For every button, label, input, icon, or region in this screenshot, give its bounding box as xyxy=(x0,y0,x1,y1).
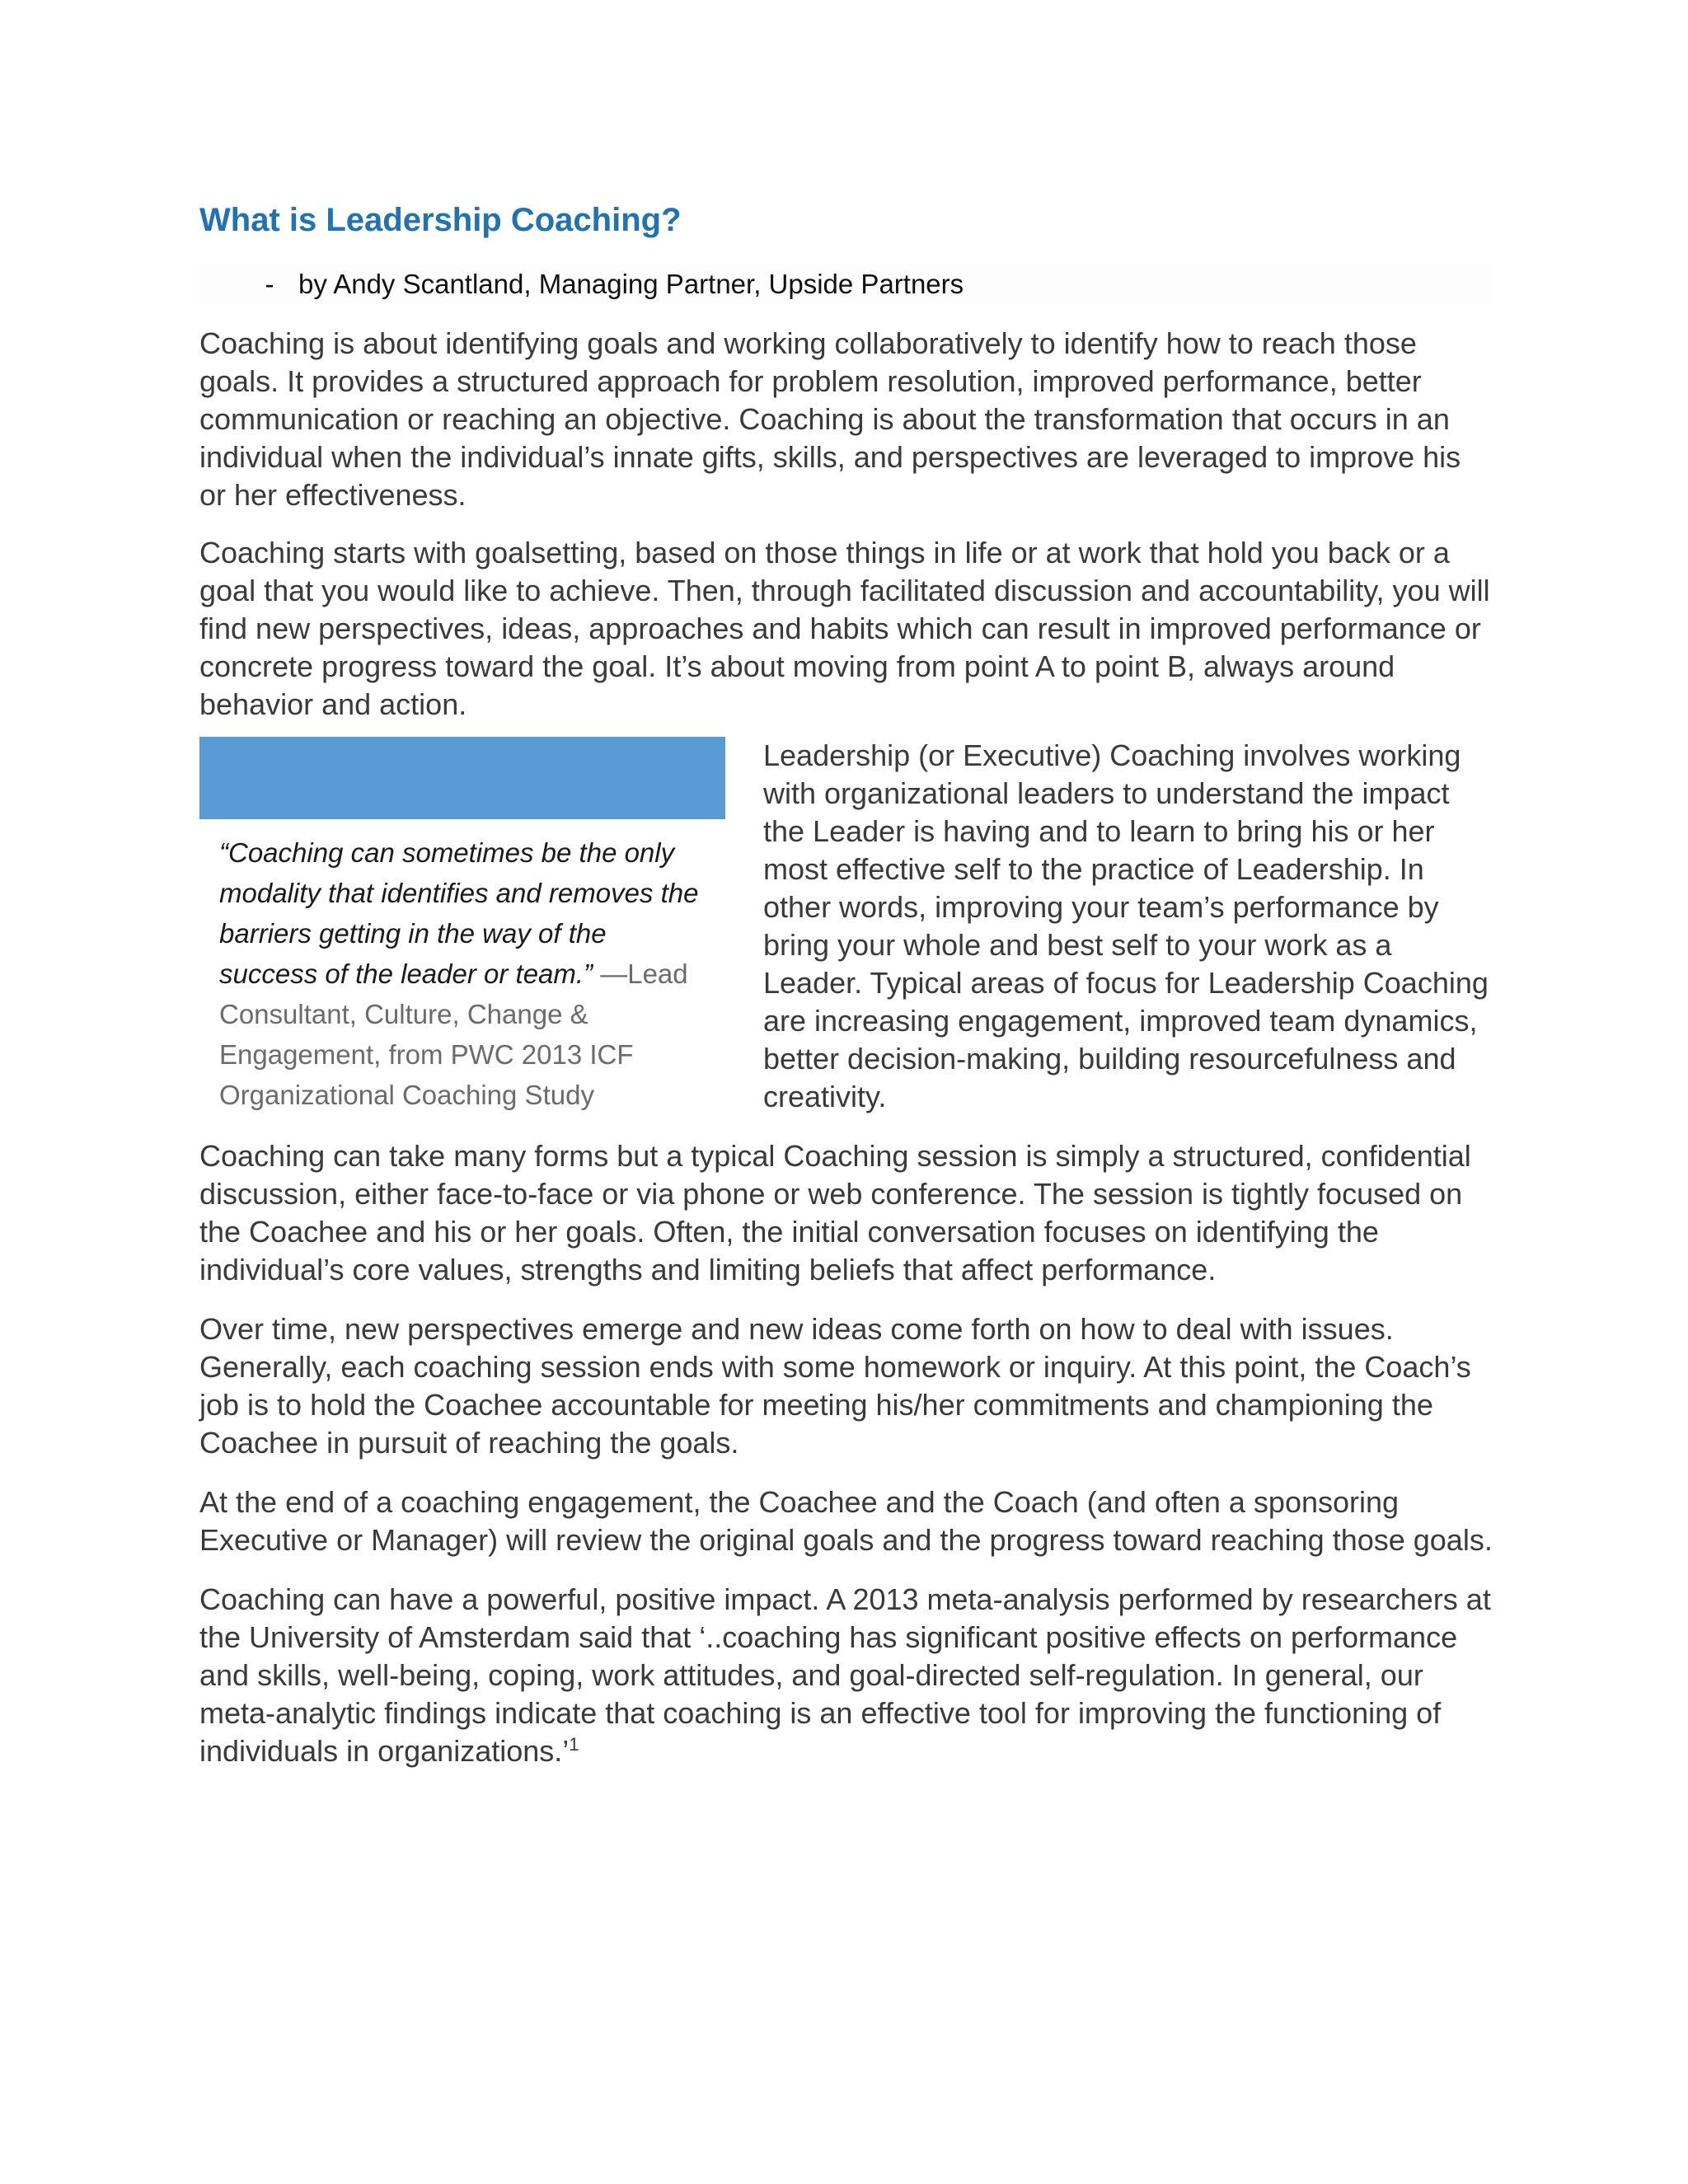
paragraph-5: Over time, new perspectives emerge and new ideas come forth on how to deal with issues. Generally, each coaching session ends with some homework or inquiry. At this point, the Coach’s job is to hold the Coachee accountable for meeting his/her commitments and championing the Coachee in pursuit of reaching the goals. xyxy=(199,1312,1471,1460)
paragraph-1: Coaching is about identifying goals and working collaboratively to identify how to reach those goals. It provides a structured approach for problem resolution, improved performance, better communication or reaching an objective. Coaching is about the transformation that occurs in an individual when the individual’s innate gifts, skills, and perspectives are leveraged to improve his or her effectiveness. xyxy=(199,326,1461,512)
paragraph-3: Leadership (or Executive) Coaching involves working with organizational leaders to understand the impact the Leader is having and to learn to bring his or her most effective self to the practice of Leadership. In other words, improving your team’s performance by bring your whole and best self to your work as a Leader. Typical areas of focus for Leadership Coaching are increasing engagement, improved team dynamics, better decision-making, building resourcefulness and creativity. xyxy=(763,738,1489,1113)
article xyxy=(199,198,1493,1770)
paragraph-7 xyxy=(199,1581,1493,1770)
pull-quote-header-bar xyxy=(199,737,725,819)
footnote-marker: 1 xyxy=(569,1734,579,1755)
paragraph-6: At the end of a coaching engagement, the Coachee and the Coach (and often a sponsoring Executive or Manager) will review the original goals and the progress toward reaching those goals. xyxy=(199,1485,1493,1557)
pull-quote-box xyxy=(199,737,725,1115)
article-title: What is Leadership Coaching? xyxy=(199,202,682,238)
pull-quote-text: “Coaching can sometimes be the only modality that identifies and removes the barriers getting in the way of the success of the leader or team.” xyxy=(219,837,699,989)
byline xyxy=(199,264,1493,305)
byline-text: by Andy Scantland, Managing Partner, Upside Partners xyxy=(298,269,964,299)
paragraph-4: Coaching can take many forms but a typical Coaching session is simply a structured, confidential discussion, either face-to-face or via phone or web conference. The session is tightly focused on the Coachee and his or her goals. Often, the initial conversation focuses on identifying the individual’s core values, strengths and limiting beliefs that affect performance. xyxy=(199,1139,1471,1286)
pull-quote-attribution: —Lead Consultant, Culture, Change & Engagement, from PWC 2013 ICF Organizational Coaching Study xyxy=(219,958,688,1110)
pull-quote xyxy=(199,819,725,1115)
paragraph-2: Coaching starts with goalsetting, based on those things in life or at work that hold you back or a goal that you would like to achieve. Then, through facilitated discussion and accountability, you will find new perspectives, ideas, approaches and habits which can result in improved performance or concrete progress toward the goal. It’s about moving from point A to point B, always around behavior and action. xyxy=(199,536,1490,721)
byline-dash: - xyxy=(265,269,274,299)
paragraph-7-text: Coaching can have a powerful, positive impact. A 2013 meta-analysis performed by researchers at the University of Amsterdam said that ‘..coaching has significant positive effects on performance and skills, well-being, coping, work attitudes, and goal-directed self-regulation. In general, our meta-analytic findings indicate that coaching is an effective tool for improving the functioning of individuals in organizations.’ xyxy=(199,1582,1491,1768)
